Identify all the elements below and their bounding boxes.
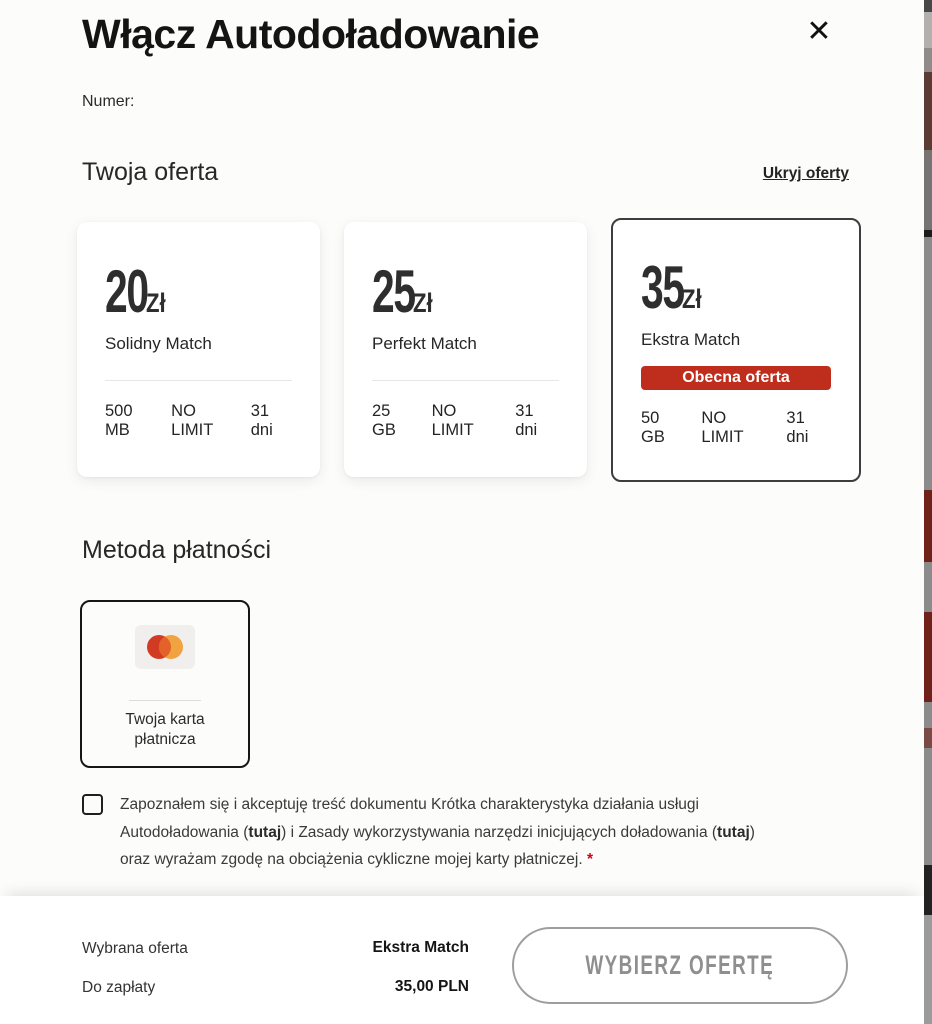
offer-spec-validity: 31 dni (250, 402, 273, 439)
offer-spec-validity: 31 dni (786, 409, 809, 446)
payment-card-label (125, 710, 204, 750)
payment-section-heading: Metoda płatności (82, 536, 272, 564)
offer-divider (372, 380, 559, 381)
hide-offers-link[interactable]: Ukryj oferty (762, 165, 849, 182)
offer-spec-calls: NO LIMIT (171, 402, 214, 439)
offer-specs (372, 402, 559, 440)
offer-card-ekstra-match-selected[interactable] (611, 218, 861, 482)
offer-price (641, 254, 831, 321)
offer-price-amount: 35 (641, 254, 684, 321)
offer-card-perfekt-match[interactable] (344, 222, 587, 477)
selected-offer-label: Wybrana oferta (82, 940, 188, 957)
payment-card-divider (129, 700, 201, 701)
close-icon[interactable]: ✕ (799, 12, 839, 52)
consent-row (82, 791, 892, 874)
offer-spec-data: 50 GB (641, 409, 665, 446)
page-title: Włącz Autodoładowanie (82, 11, 540, 57)
number-label: Numer: (82, 93, 135, 110)
offer-card-solidny-match[interactable] (77, 222, 320, 477)
payment-card-label-line1: Twoja karta (125, 711, 205, 728)
to-pay-value: 35,00 PLN (394, 978, 469, 995)
summary-footer (0, 896, 924, 1024)
offer-specs (105, 402, 292, 440)
consent-link-tutaj-2[interactable]: tutaj (717, 823, 750, 841)
offer-spec-calls: NO LIMIT (701, 409, 744, 446)
offer-price-currency: Zł (681, 284, 702, 314)
selected-offer-value: Ekstra Match (372, 939, 469, 956)
consent-line2-pre: Autodoładowania ( (120, 823, 249, 841)
consent-checkbox[interactable] (82, 794, 103, 815)
offer-spec-data: 500 MB (105, 402, 133, 439)
offer-price-currency: Zł (145, 288, 166, 318)
payment-method-card-option[interactable] (80, 600, 250, 768)
offer-specs (641, 409, 831, 447)
consent-line2-post: ) (749, 823, 755, 841)
offer-spec-validity: 31 dni (515, 402, 538, 439)
offer-price (372, 258, 559, 325)
payment-card-label-line2: płatnicza (134, 731, 196, 748)
offer-name: Perfekt Match (372, 334, 477, 353)
current-offer-badge: Obecna oferta (641, 366, 831, 390)
consent-text (120, 791, 892, 874)
offers-section-heading: Twoja oferta (82, 158, 219, 186)
background-page-edge (924, 0, 932, 1024)
offer-price-currency: Zł (412, 288, 433, 318)
offer-price (105, 258, 292, 325)
choose-offer-button[interactable] (512, 927, 848, 1004)
offer-spec-calls: NO LIMIT (431, 402, 474, 439)
offer-divider (105, 380, 292, 381)
offer-name: Ekstra Match (641, 330, 741, 349)
consent-line2-mid: ) i Zasady wykorzystywania narzędzi inicjujących doładowania ( (281, 823, 718, 841)
offer-cards (77, 222, 861, 482)
consent-line3: oraz wyrażam zgodę na obciążenia cykliczne mojej karty płatniczej. (120, 851, 583, 868)
offer-spec-data: 25 GB (372, 402, 396, 439)
offer-name: Solidny Match (105, 334, 212, 353)
offer-price-amount: 20 (105, 258, 148, 325)
consent-link-tutaj-1[interactable]: tutaj (248, 823, 282, 841)
consent-line1: Zapoznałem się i akceptuję treść dokumentu Krótka charakterystyka działania usługi (120, 796, 699, 813)
required-asterisk: * (586, 851, 593, 868)
mastercard-icon (135, 625, 195, 669)
offer-price-amount: 25 (372, 258, 415, 325)
to-pay-label: Do zapłaty (82, 979, 156, 996)
choose-offer-button-label: WYBIERZ OFERTĘ (585, 950, 775, 980)
